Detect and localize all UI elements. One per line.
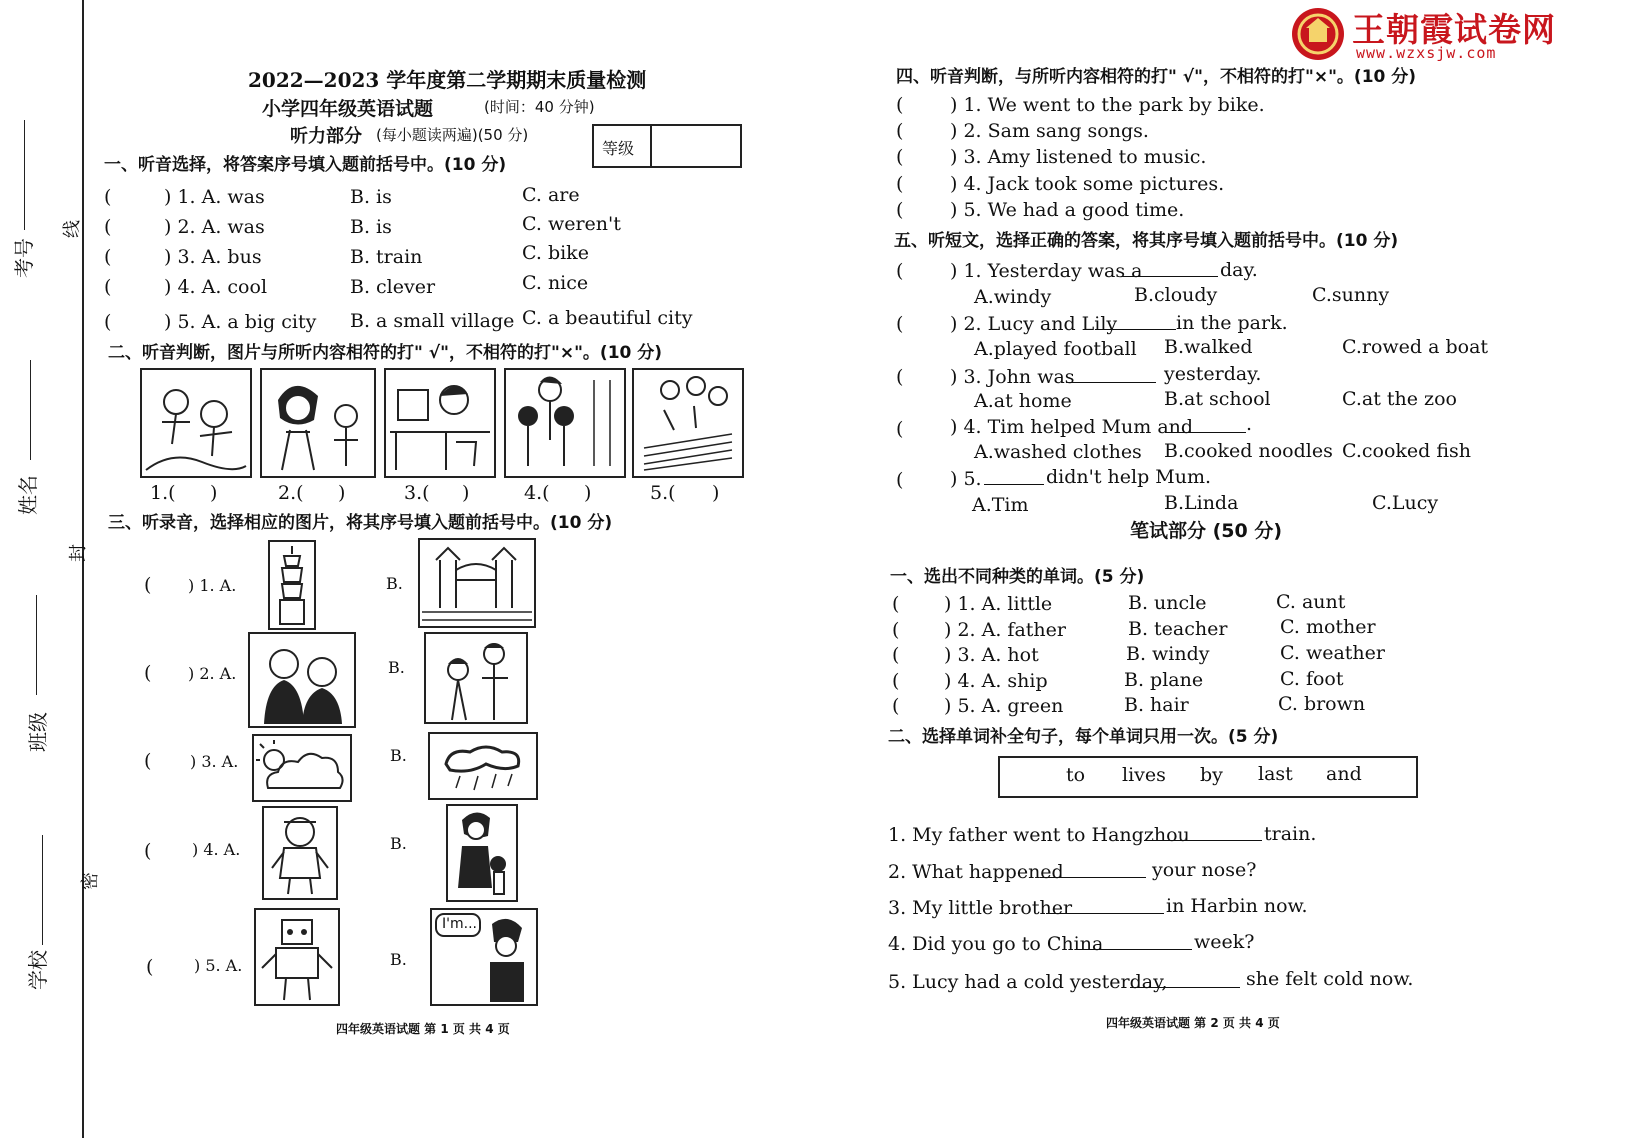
sec5-q2-stem: ) 2. Lucy and Lily xyxy=(950,313,1118,335)
exam-no-blank xyxy=(24,120,25,230)
sec2-picture-4 xyxy=(504,368,626,478)
written-sec1-q2-b: B. teacher xyxy=(1128,618,1228,640)
sec3-q2-picture-a xyxy=(248,632,356,728)
footer-right: 四年级英语试题 第 2 页 共 4 页 xyxy=(1106,1016,1280,1030)
sec1-q3: ) 3. A. bus xyxy=(164,246,262,268)
sec1-q1-b: B. is xyxy=(350,186,392,208)
sec3-q1: ) 1. A. xyxy=(188,576,237,595)
written-sec2-q2-blank[interactable] xyxy=(1040,859,1146,878)
sec5-q1-c: C.sunny xyxy=(1312,284,1390,306)
sec5-q3-blank[interactable] xyxy=(1066,364,1156,383)
footer-left: 四年级英语试题 第 1 页 共 4 页 xyxy=(336,1022,510,1036)
written-sec1-q1-b: B. uncle xyxy=(1128,592,1207,614)
written-sec2-q4-stem: 4. Did you go to China xyxy=(888,933,1104,955)
sec3-q1-picture-a xyxy=(268,540,316,630)
sec5-q5-a: A.Tim xyxy=(972,494,1029,516)
written-sec2-q5-tail: she felt cold now. xyxy=(1246,968,1414,990)
site-logo xyxy=(1290,6,1562,64)
sec1-q4-b: B. clever xyxy=(350,276,436,298)
sec3-b-label: B. xyxy=(390,746,407,765)
sec2-picture-1 xyxy=(140,368,252,478)
logo-name: 王朝霞试卷网 xyxy=(1352,10,1556,49)
sec2-picture-2 xyxy=(260,368,376,478)
answer-paren[interactable]: ( xyxy=(896,469,904,491)
sec5-q3-b: B.at school xyxy=(1164,388,1271,410)
sec5-q1-b: B.cloudy xyxy=(1134,284,1218,306)
sec3-q3: ) 3. A. xyxy=(190,752,239,771)
word-bank-word: lives xyxy=(1122,764,1166,786)
word-bank-word: by xyxy=(1200,764,1223,786)
written-sec2-heading: 二、选择单词补全句子，每个单词只用一次。(5 分) xyxy=(888,727,1279,747)
sec2-picture-5 xyxy=(632,368,744,478)
written-sec2-q4-blank[interactable] xyxy=(1076,931,1192,950)
sec3-q1-picture-b xyxy=(418,538,536,628)
answer-paren[interactable]: ( xyxy=(104,311,112,333)
answer-paren[interactable]: ( xyxy=(896,260,904,282)
sec5-q2-b: B.walked xyxy=(1164,336,1253,358)
written-sec2-q4-tail: week? xyxy=(1194,931,1255,953)
sec4-q2: ) 2. Sam sang songs. xyxy=(950,120,1149,142)
answer-paren-close: ) xyxy=(584,482,592,504)
page-title: 2022—2023 学年度第二学期期末质量检测 xyxy=(248,68,647,92)
sec3-q4-picture-b xyxy=(446,804,518,902)
page-subtitle: 小学四年级英语试题 xyxy=(262,98,434,120)
sec4-heading: 四、听音判断，与所听内容相符的打" √"，不相符的打"×"。(10 分) xyxy=(896,67,1417,87)
dense-char: 密 xyxy=(80,872,101,890)
written-sec2-q3-blank[interactable] xyxy=(1046,895,1164,914)
sec2-label-3[interactable]: 3.( xyxy=(404,482,430,504)
line-char: 线 xyxy=(62,220,83,238)
answer-paren[interactable]: ( xyxy=(896,418,904,440)
answer-paren[interactable]: ( xyxy=(896,199,904,221)
word-bank-word: and xyxy=(1326,763,1362,785)
sec1-q3-c: C. bike xyxy=(522,242,589,264)
grade-label: 等级 xyxy=(602,139,635,158)
sec4-q1: ) 1. We went to the park by bike. xyxy=(950,94,1265,116)
sec3-q2: ) 2. A. xyxy=(188,664,237,683)
written-sec2-q1-stem: 1. My father went to Hangzhou xyxy=(888,824,1190,846)
answer-paren[interactable]: ( xyxy=(892,644,900,666)
sec5-q2-a: A.played football xyxy=(974,338,1137,360)
answer-paren[interactable]: ( xyxy=(104,216,112,238)
sec2-label-1[interactable]: 1.( xyxy=(150,482,176,504)
answer-paren[interactable]: ( xyxy=(144,662,152,684)
answer-paren[interactable]: ( xyxy=(104,246,112,268)
answer-paren[interactable]: ( xyxy=(896,313,904,335)
answer-paren[interactable]: ( xyxy=(104,276,112,298)
answer-paren[interactable]: ( xyxy=(896,366,904,388)
time-limit: (时间：40 分钟) xyxy=(484,98,595,116)
sec3-b-label: B. xyxy=(390,950,407,969)
written-sec1-q4-b: B. plane xyxy=(1124,669,1204,691)
sec5-q3-stem: ) 3. John was xyxy=(950,366,1075,388)
sec1-q2-b: B. is xyxy=(350,216,392,238)
logo-emblem-icon xyxy=(1290,6,1346,62)
grade-divider xyxy=(650,126,652,166)
sec5-q5-stem: ) 5. xyxy=(950,468,982,490)
sec4-q4: ) 4. Jack took some pictures. xyxy=(950,173,1225,195)
sec1-q4: ) 4. A. cool xyxy=(164,276,268,298)
answer-paren-close: ) xyxy=(712,482,720,504)
answer-paren[interactable]: ( xyxy=(896,146,904,168)
name-blank xyxy=(30,360,31,460)
sec1-q3-b: B. train xyxy=(350,246,423,268)
answer-paren-close: ) xyxy=(338,482,346,504)
answer-paren[interactable]: ( xyxy=(104,186,112,208)
sec5-q4-c: C.cooked fish xyxy=(1342,440,1472,462)
sec5-q5-tail: didn't help Mum. xyxy=(1046,466,1212,488)
word-bank-word: to xyxy=(1066,764,1086,786)
sec4-q3: ) 3. Amy listened to music. xyxy=(950,146,1207,168)
sec5-q3-a: A.at home xyxy=(974,390,1072,412)
listening-title: 听力部分 xyxy=(290,126,362,147)
sec3-q2-picture-b xyxy=(424,632,528,724)
sec3-q3-picture-a xyxy=(252,734,352,802)
sec5-q4-a: A.washed clothes xyxy=(974,441,1142,463)
sec2-label-4[interactable]: 4.( xyxy=(524,482,550,504)
sec3-q5-picture-b xyxy=(430,908,538,1006)
sec1-q2-c: C. weren't xyxy=(522,213,621,235)
grade-box xyxy=(592,124,742,168)
sec2-label-2[interactable]: 2.( xyxy=(278,482,304,504)
written-sec1-heading: 一、选出不同种类的单词。(5 分) xyxy=(890,567,1145,587)
sec5-q5-c: C.Lucy xyxy=(1372,492,1439,514)
sec3-q4: ) 4. A. xyxy=(192,840,241,859)
sec1-q2: ) 2. A. was xyxy=(164,216,265,238)
sec2-heading: 二、听音判断，图片与所听内容相符的打" √"，不相符的打"×"。(10 分) xyxy=(108,343,663,363)
school-label: 学校 xyxy=(26,950,50,990)
class-label: 班级 xyxy=(26,712,50,752)
answer-paren[interactable]: ( xyxy=(144,840,152,862)
word-bank xyxy=(998,756,1418,798)
written-sec2-q2-tail: your nose? xyxy=(1152,859,1257,881)
written-sec1-q2-c: C. mother xyxy=(1280,616,1376,638)
sec5-q1-a: A.windy xyxy=(974,286,1052,308)
written-sec1-q5: ) 5. A. green xyxy=(944,695,1064,717)
sec5-q5-b: B.Linda xyxy=(1164,492,1239,514)
sec5-q2-tail: in the park. xyxy=(1176,312,1288,334)
sec5-q4-stem: ) 4. Tim helped Mum and xyxy=(950,416,1194,438)
written-sec1-q2: ) 2. A. father xyxy=(944,619,1066,641)
written-sec1-q4: ) 4. A. ship xyxy=(944,670,1048,692)
written-sec2-q5-stem: 5. Lucy had a cold yesterday, xyxy=(888,971,1168,993)
answer-paren[interactable]: ( xyxy=(892,670,900,692)
written-sec2-q3-tail: in Harbin now. xyxy=(1166,895,1308,917)
sec2-picture-3 xyxy=(384,368,496,478)
binding-line xyxy=(82,0,84,1138)
sec2-label-5[interactable]: 5.( xyxy=(650,482,676,504)
logo-url: www.wzxsjw.com xyxy=(1356,44,1497,62)
written-title: 笔试部分 (50 分) xyxy=(1130,520,1283,542)
answer-paren[interactable]: ( xyxy=(892,619,900,641)
sec3-b-label: B. xyxy=(386,574,403,593)
written-sec1-q3-c: C. weather xyxy=(1280,642,1385,664)
sec1-heading: 一、听音选择，将答案序号填入题前括号中。(10 分) xyxy=(104,155,507,175)
written-sec1-q5-b: B. hair xyxy=(1124,694,1189,716)
sec4-q5: ) 5. We had a good time. xyxy=(950,199,1185,221)
exam-no-label: 考号 xyxy=(12,238,36,278)
sec3-q5: ) 5. A. xyxy=(194,956,243,975)
answer-paren[interactable]: ( xyxy=(144,750,152,772)
written-sec1-q3: ) 3. A. hot xyxy=(944,644,1039,666)
answer-paren[interactable]: ( xyxy=(896,94,904,116)
answer-paren[interactable]: ( xyxy=(146,956,154,978)
written-sec2-q3-stem: 3. My little brother xyxy=(888,897,1073,919)
sec1-q5-c: C. a beautiful city xyxy=(522,307,693,329)
class-blank xyxy=(36,595,37,695)
sec1-q4-c: C. nice xyxy=(522,272,589,294)
sec3-b-label: B. xyxy=(388,658,405,677)
answer-paren-close: ) xyxy=(462,482,470,504)
sec1-q1: ) 1. A. was xyxy=(164,186,265,208)
word-bank-word: last xyxy=(1258,763,1293,785)
sec5-q1-blank[interactable] xyxy=(1122,258,1218,277)
sec5-q4-b: B.cooked noodles xyxy=(1164,440,1333,462)
written-sec1-q1-c: C. aunt xyxy=(1276,591,1346,613)
written-sec1-q4-c: C. foot xyxy=(1280,668,1344,690)
written-sec2-q5-blank[interactable] xyxy=(1130,969,1240,988)
school-blank xyxy=(42,835,43,945)
sec5-q1-stem: ) 1. Yesterday was a xyxy=(950,260,1143,282)
sec1-q1-c: C. are xyxy=(522,184,580,206)
sec3-b-label: B. xyxy=(390,834,407,853)
name-label: 姓名 xyxy=(16,475,40,515)
sec3-q4-picture-a xyxy=(262,806,338,900)
answer-paren[interactable]: ( xyxy=(896,173,904,195)
sec1-q5-b: B. a small village xyxy=(350,310,515,332)
answer-paren[interactable]: ( xyxy=(144,574,152,596)
sec5-q2-blank[interactable] xyxy=(1096,311,1176,330)
written-sec1-q1: ) 1. A. little xyxy=(944,593,1053,615)
listening-note: (每小题读两遍)(50 分) xyxy=(376,126,529,144)
sec5-q3-c: C.at the zoo xyxy=(1342,388,1457,410)
sec5-q3-tail: yesterday. xyxy=(1164,363,1262,385)
written-sec1-q3-b: B. windy xyxy=(1126,643,1210,665)
sec5-q1-tail: day. xyxy=(1220,259,1258,281)
sec5-q4-tail: . xyxy=(1246,413,1253,435)
sec3-q3-picture-b xyxy=(428,732,538,800)
sec3-q5-picture-a xyxy=(254,908,340,1006)
sec5-q5-blank[interactable] xyxy=(984,466,1044,485)
answer-paren-close: ) xyxy=(210,482,218,504)
seal-char: 封 xyxy=(68,544,89,562)
sec5-q2-c: C.rowed a boat xyxy=(1342,336,1489,358)
answer-paren[interactable]: ( xyxy=(892,593,900,615)
written-sec2-q1-tail: train. xyxy=(1264,823,1317,845)
speech-bubble-text: I'm... xyxy=(442,916,477,932)
written-sec2-q2-stem: 2. What happened xyxy=(888,861,1064,883)
sec5-q4-blank[interactable] xyxy=(1166,414,1246,433)
written-sec1-q5-c: C. brown xyxy=(1278,693,1366,715)
sec1-q5: ) 5. A. a big city xyxy=(164,311,317,333)
written-sec2-q1-blank[interactable] xyxy=(1144,822,1262,841)
sec5-heading: 五、听短文，选择正确的答案，将其序号填入题前括号中。(10 分) xyxy=(894,231,1399,251)
answer-paren[interactable]: ( xyxy=(896,120,904,142)
answer-paren[interactable]: ( xyxy=(892,695,900,717)
sec3-heading: 三、听录音，选择相应的图片，将其序号填入题前括号中。(10 分) xyxy=(108,513,613,533)
